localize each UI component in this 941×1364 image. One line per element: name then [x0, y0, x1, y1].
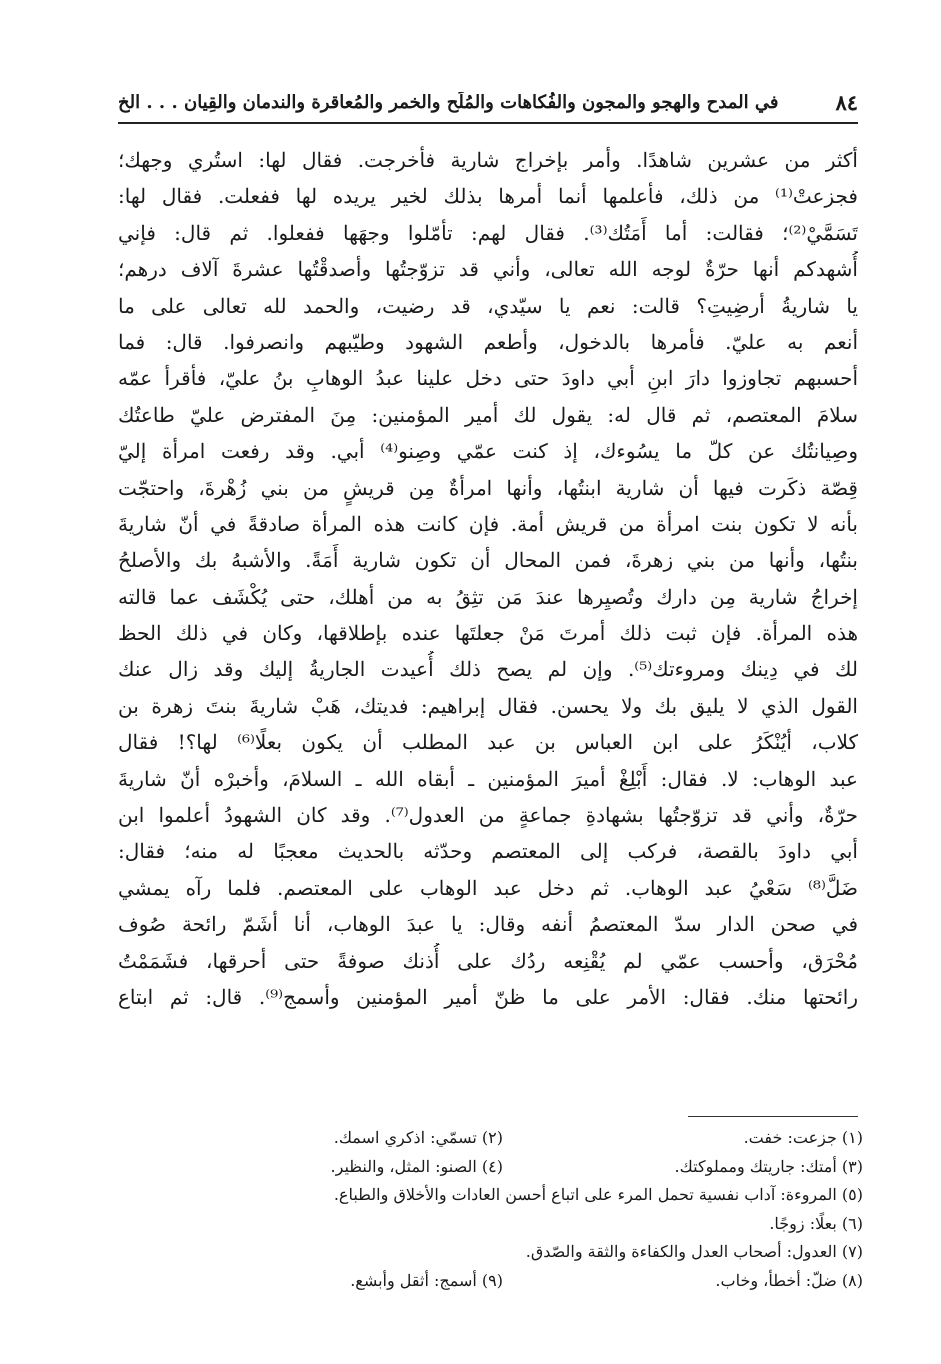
body-line: لك في دِينك ومروءتك⁽⁵⁾. وإن لم يصح ذلك أُعيدت الجاريةُ إليك وقد زال عنك: [118, 657, 858, 682]
body-line: كلاب، أيُنْكَرُ على ابن العباس بن عبد المطلب أن يكون بعلًا⁽⁶⁾ لها؟! فقال: [118, 730, 858, 755]
body-line: بأنه لا تكون بنت امرأة من قريش أمة. فإن كانت هذه المرأة صادقةً في أنّ شاريةَ: [118, 511, 858, 536]
body-line: في صحن الدار سدّ المعتصمُ أنفه وقال: يا عبدَ الوهاب، أنا أشَمّ رائحة صُوف: [118, 912, 858, 937]
body-line: تَسَمَّيْ⁽²⁾؛ فقالت: أما أَمَتُك⁽³⁾. فقال لهم: تأمّلوا وجهَها ففعلوا. ثم قال: فإني: [118, 220, 858, 245]
page-header: [118, 82, 858, 124]
running-title: في المدح والهجو والمجون والفُكاهات والمُلَح والخمر والمُعاقرة والندمان والقِيان . . . الخ: [118, 91, 779, 113]
footnote: (٨) ضلّ: أخطأ، وخاب.: [715, 1270, 863, 1290]
footnote: (٢) تسمّي: اذكري اسمك.: [333, 1128, 503, 1147]
footnote: (١) جزعت: خفت.: [743, 1128, 863, 1147]
footnote: (٣) أمتك: جاريتك ومملوكتك.: [674, 1156, 863, 1176]
body-line: وصِيانتُك عن كلّ ما يسُوءك، إذ كنت عمّي وصِنو⁽⁴⁾ أبي. وقد رفعت امرأة إليّ: [118, 439, 858, 464]
body-line: أكثر من عشرين شاهدًا. وأمر بإخراج شارية فأخرجت. فقال لها: استُري وجهك؛: [118, 148, 858, 172]
body-line: ضَلَّ⁽⁸⁾ سَعْيُ عبد الوهاب. ثم دخل عبد الوهاب على المعتصم. فلما رآه يمشي: [118, 875, 858, 900]
body-line: القول الذي لا يليق بك ولا يحسن. فقال إبراهيم: فديتك، هَبْ شاريةَ بنتَ زهرة بن: [118, 693, 858, 718]
footnote: (٧) العدول: أصحاب العدل والكفاءة والثقة والصّدق.: [525, 1242, 863, 1261]
footnote: (٩) أسمج: أثقل وأبشع.: [350, 1270, 503, 1290]
footnote: (٥) المروءة: آداب نفسية تحمل المرء على اتباع أحسن العادات والأخلاق والطباع.: [333, 1185, 863, 1204]
footnote-row: [118, 1181, 863, 1210]
body-line: يا شاريةُ أرضِيتِ؟ قالت: نعم يا سيّدي، قد رضيت، والحمد لله تعالى على ما: [118, 293, 858, 318]
footnote: (٤) الصنو: المثل، والنظير.: [330, 1156, 503, 1176]
footnote-separator: [688, 1116, 858, 1117]
footnote-row: [118, 1153, 863, 1182]
page-number: ٨٤: [835, 89, 858, 115]
body-text: [118, 142, 858, 1015]
body-line: أُشهدكم أنها حرّةٌ لوجه الله تعالى، وأني قد تزوّجتُها وأصدقْتُها عشرةَ آلاف درهم؛: [118, 257, 858, 282]
footnotes: [118, 1124, 863, 1295]
footnote: (٦) بعلًا: زوجًا.: [769, 1213, 863, 1233]
body-line: قِصّة ذكَرت فيها أن شارية ابنتُها، وأنها امرأةٌ مِن قريشٍ من بني زُهْرةَ، واحتجّت: [118, 475, 858, 500]
body-line: أحسبهم تجاوزوا دارَ ابنِ أبي داودَ حتى دخل علينا عبدُ الوهابِ بنُ عليّ، فأقرأ عمّه: [118, 366, 858, 391]
body-line: إخراجُ شارية مِن دارك وتُصيِرها عندَ مَن تثِقُ به من أهلك، حتى يُكْشَف عما قالته: [118, 584, 858, 609]
body-line: مُحْرَق، وأحسب عمّي لم يُقْنِعه ردُك على أُذنك صوفةً حتى أحرقها، فشَمَمْتُ: [118, 948, 858, 973]
footnote-row: [118, 1210, 863, 1239]
body-line: أبي داودَ بالقصة، فركب إلى المعتصم وحدّثه بالحديث معجبًا له منه؛ فقال:: [118, 839, 858, 864]
body-line: حرّةٌ، وأني قد تزوّجتُها بشهادةِ جماعةٍ من العدول⁽⁷⁾. وقد كان الشهودُ أعلموا ابن: [118, 803, 858, 828]
footnote-row: [118, 1238, 863, 1267]
body-line: أنعم به عليّ. فأمرها بالدخول، وأطعم الشهود وطيّبهم وانصرفوا. قال: فما: [118, 329, 858, 354]
body-line: سلامَ المعتصم، ثم قال له: يقول لك أمير المؤمنين: مِنَ المفترض عليّ طاعتُك: [118, 402, 858, 427]
body-line: هذه المرأة. فإن ثبت ذلك أمرتَ مَنْ جعلتَها عنده بإطلاقها، وكان في ذلك الحظ: [118, 621, 858, 646]
body-line: بنتُها، وأنها من بني زهرةَ، فمن المحال أن تكون شارية أَمَةً. والأشبهُ بك والأصلحُ: [118, 548, 858, 573]
footnote-row: [118, 1124, 863, 1153]
body-line: فجزعتْ⁽¹⁾ من ذلك، فأعلمها أنما أمرها بذلك لخير يريده لها ففعلت. فقال لها:: [118, 184, 858, 209]
body-line: رائحتها منك. فقال: الأمر على ما ظنّ أمير المؤمنين وأسمج⁽⁹⁾. قال: ثم ابتاع: [118, 984, 858, 1009]
body-line: عبد الوهاب: لا. فقال: أَبْلِغْ أميرَ المؤمنين ـ أبقاه الله ـ السلامَ، وأخبرْه أنّ شاريةَ: [118, 766, 858, 791]
footnote-row: [118, 1267, 863, 1296]
